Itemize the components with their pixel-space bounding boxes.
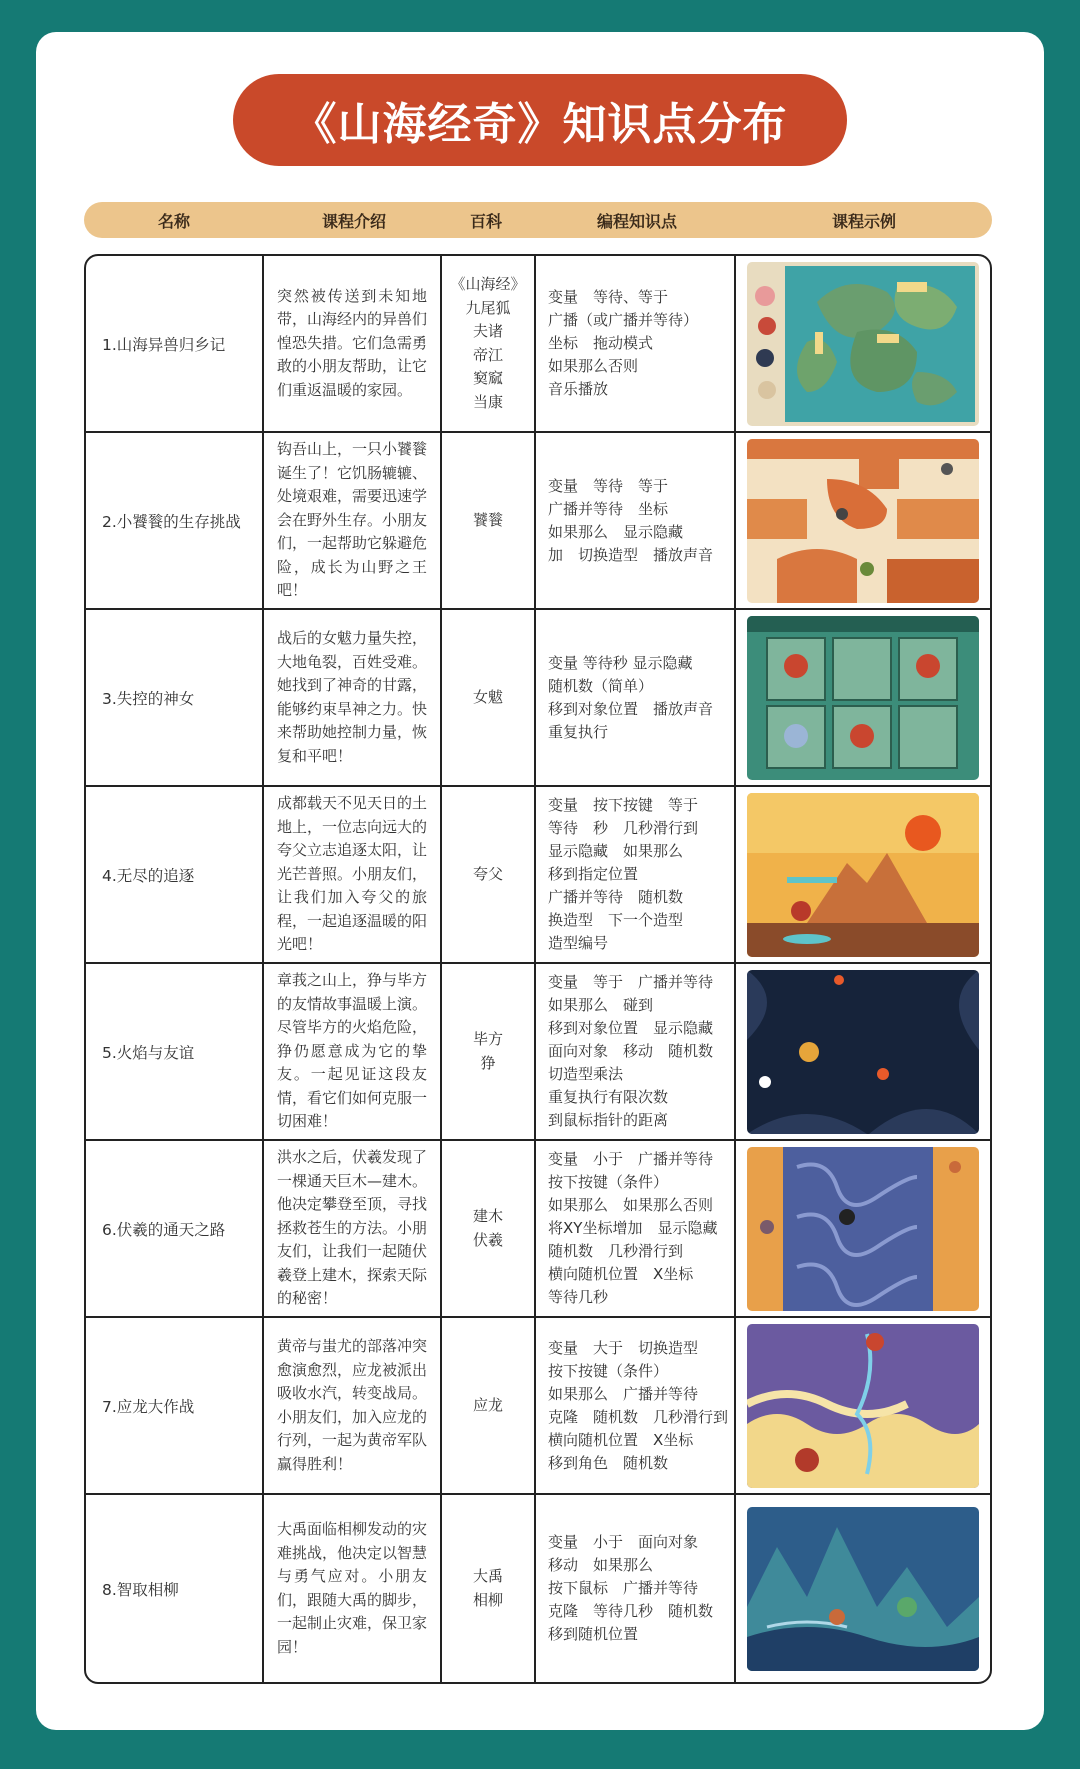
example-screenshot (747, 1147, 979, 1311)
row-intro: 章莪之山上，狰与毕方的友情故事温暖上演。尽管毕方的火焰危险，狰仍愿意成为它的挚友。一起见证这段友情，看它们如何克服一切困难！ (264, 964, 442, 1139)
row-example (736, 610, 990, 785)
table-row (86, 610, 990, 787)
content-card (36, 32, 1044, 1730)
row-baike: 建木 伏羲 (442, 1141, 536, 1316)
row-example (736, 433, 990, 608)
row-code: 变量 等待秒 显示隐藏 随机数（简单） 移到对象位置 播放声音 重复执行 (536, 610, 736, 785)
row-name: 1.山海异兽归乡记 (86, 256, 264, 431)
table-row (86, 1495, 990, 1682)
header-intro: 课程介绍 (321, 211, 386, 231)
row-intro: 突然被传送到未知地带，山海经内的异兽们惶恐失措。它们急需勇敢的小朋友帮助，让它们重返温暖的家园。 (264, 256, 442, 431)
row-intro: 成都载天不见天日的土地上，一位志向远大的夸父立志追逐太阳，让光芒普照。小朋友们，让我们加入夸父的旅程，一起追逐温暖的阳光吧！ (264, 787, 442, 962)
example-screenshot (747, 1507, 979, 1671)
row-name: 7.应龙大作战 (86, 1318, 264, 1493)
row-code: 变量 等于 广播并等待 如果那么 碰到 移到对象位置 显示隐藏 面向对象 移动 随机数 切造型乘法 重复执行有限次数 到鼠标指针的距离 (536, 964, 736, 1139)
row-code: 变量 等待 等于 广播并等待 坐标 如果那么 显示隐藏 加 切换造型 播放声音 (536, 433, 736, 608)
example-screenshot (747, 970, 979, 1134)
row-name: 6.伏羲的通天之路 (86, 1141, 264, 1316)
row-baike: 夸父 (442, 787, 536, 962)
table-row (86, 1318, 990, 1495)
row-example (736, 1141, 990, 1316)
row-name: 3.失控的神女 (86, 610, 264, 785)
row-name: 4.无尽的追逐 (86, 787, 264, 962)
header-baike: 百科 (469, 211, 502, 231)
header-code: 编程知识点 (596, 211, 677, 231)
header-name: 名称 (157, 211, 190, 231)
knowledge-table (84, 254, 992, 1684)
table-row (86, 433, 990, 610)
row-example (736, 1318, 990, 1493)
row-example (736, 787, 990, 962)
table-row (86, 964, 990, 1141)
example-screenshot (747, 439, 979, 603)
row-example (736, 1495, 990, 1682)
row-baike: 饕餮 (442, 433, 536, 608)
example-screenshot (747, 793, 979, 957)
row-intro: 钩吾山上，一只小饕餮诞生了！它饥肠辘辘、处境艰难，需要迅速学会在野外生存。小朋友们，一起帮助它躲避危险，成长为山野之王吧！ (264, 433, 442, 608)
row-baike: 女魃 (442, 610, 536, 785)
row-code: 变量 小于 面向对象 移动 如果那么 按下鼠标 广播并等待 克隆 等待几秒 随机数 移到随机位置 (536, 1495, 736, 1682)
row-baike: 应龙 (442, 1318, 536, 1493)
table-row (86, 256, 990, 433)
row-name: 8.智取相柳 (86, 1495, 264, 1682)
table-row (86, 1141, 990, 1318)
row-baike: 毕方 狰 (442, 964, 536, 1139)
row-code: 变量 小于 广播并等待 按下按键（条件） 如果那么 如果那么否则 将XY坐标增加 显示隐藏 随机数 几秒滑行到 横向随机位置 X坐标 等待几秒 (536, 1141, 736, 1316)
table-header (84, 202, 992, 238)
row-example (736, 256, 990, 431)
row-baike: 《山海经》 九尾狐 夫诸 帝江 窫窳 当康 (442, 256, 536, 431)
row-intro: 大禹面临相柳发动的灾难挑战，他决定以智慧与勇气应对。小朋友们，跟随大禹的脚步，一起制止灾难，保卫家园！ (264, 1495, 442, 1682)
example-screenshot (747, 1324, 979, 1488)
example-screenshot (747, 262, 979, 426)
row-baike: 大禹 相柳 (442, 1495, 536, 1682)
row-intro: 洪水之后，伏羲发现了一棵通天巨木—建木。他决定攀登至顶，寻找拯救苍生的方法。小朋友们，让我们一起随伏羲登上建木，探索天际的秘密！ (264, 1141, 442, 1316)
row-intro: 黄帝与蚩尤的部落冲突愈演愈烈，应龙被派出吸收水汽，转变战局。小朋友们，加入应龙的行列，一起为黄帝军队赢得胜利！ (264, 1318, 442, 1493)
row-code: 变量 按下按键 等于 等待 秒 几秒滑行到 显示隐藏 如果那么 移到指定位置 广播并等待 随机数 换造型 下一个造型 造型编号 (536, 787, 736, 962)
page-title: 《山海经奇》知识点分布 (233, 74, 847, 166)
example-screenshot (747, 616, 979, 780)
row-intro: 战后的女魃力量失控，大地龟裂，百姓受难。她找到了神奇的甘露，能够约束旱神之力。快来帮助她控制力量，恢复和平吧！ (264, 610, 442, 785)
header-example: 课程示例 (831, 211, 896, 231)
row-code: 变量 等待、等于 广播（或广播并等待） 坐标 拖动模式 如果那么否则 音乐播放 (536, 256, 736, 431)
row-name: 5.火焰与友谊 (86, 964, 264, 1139)
row-name: 2.小饕餮的生存挑战 (86, 433, 264, 608)
table-row (86, 787, 990, 964)
row-example (736, 964, 990, 1139)
row-code: 变量 大于 切换造型 按下按键（条件） 如果那么 广播并等待 克隆 随机数 几秒滑行到 横向随机位置 X坐标 移到角色 随机数 (536, 1318, 736, 1493)
